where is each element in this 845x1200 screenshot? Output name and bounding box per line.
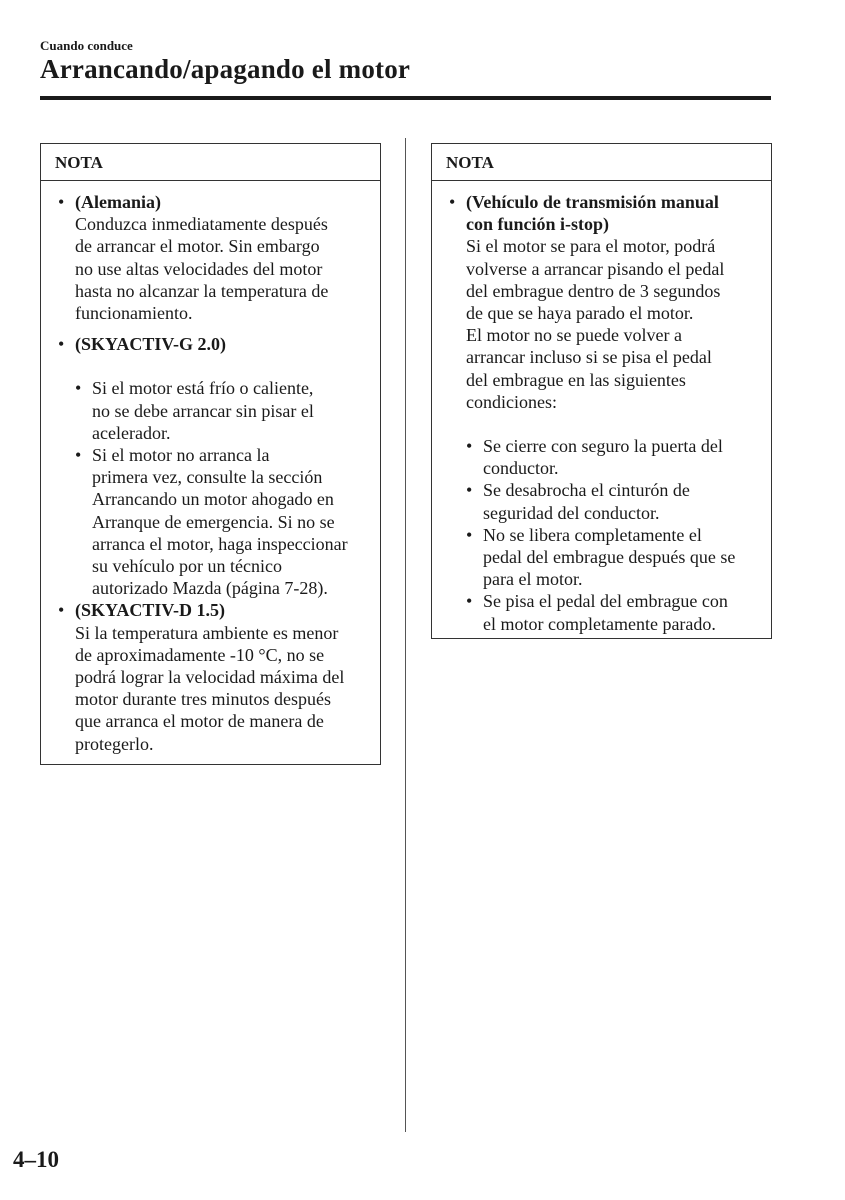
text-line: seguridad del conductor. xyxy=(483,502,660,523)
text-line: El motor no se puede volver a xyxy=(466,325,682,346)
item-title: (SKYACTIV-D 1.5) xyxy=(75,600,226,621)
text-line: de arrancar el motor. Sin embargo xyxy=(75,236,320,257)
text-line: protegerlo. xyxy=(75,733,154,754)
text-line: Arranque de emergencia. Si no se xyxy=(92,511,335,532)
note-box-right xyxy=(431,143,772,639)
text-line: autorizado Mazda (página 7-28). xyxy=(92,578,328,599)
text-line: que arranca el motor de manera de xyxy=(75,711,324,732)
bullet-icon: • xyxy=(466,591,473,612)
note-box-left xyxy=(40,143,381,765)
bullet-icon: • xyxy=(58,334,65,355)
item-title: (SKYACTIV-G 2.0) xyxy=(75,334,227,355)
sub-item xyxy=(466,435,763,479)
text-line: volverse a arrancar pisando el pedal xyxy=(466,258,725,279)
text-line: de aproximadamente -10 °C, no se xyxy=(75,644,325,665)
text-line: Conduzca inmediatamente después xyxy=(75,214,328,235)
text-line: pedal del embrague después que se xyxy=(483,547,736,568)
text-line: primera vez, consulte la sección xyxy=(92,467,323,488)
section-label: Cuando conduce xyxy=(40,38,133,53)
text-line: Si el motor no arranca la xyxy=(92,445,270,466)
note-item-skyactiv-g xyxy=(58,333,372,599)
item-title: con función i-stop) xyxy=(466,214,610,235)
note-item-skyactiv-d xyxy=(58,599,372,754)
text-line: del embrague dentro de 3 segundos xyxy=(466,280,721,301)
sub-item xyxy=(75,377,372,444)
text-line: no use altas velocidades del motor xyxy=(75,258,323,279)
text-line: no se debe arrancar sin pisar el xyxy=(92,400,314,421)
text-line: motor durante tres minutos después xyxy=(75,689,331,710)
note-body xyxy=(432,181,771,635)
bullet-icon: • xyxy=(466,524,473,545)
text-line: Se pisa el pedal del embrague con xyxy=(483,591,728,612)
sub-item xyxy=(466,524,763,591)
title-rule xyxy=(40,96,771,100)
text-line: arranca el motor, haga inspeccionar xyxy=(92,533,348,554)
bullet-icon: • xyxy=(58,192,65,212)
bullet-icon: • xyxy=(466,480,473,501)
text-line: para el motor. xyxy=(483,569,583,590)
text-line: podrá lograr la velocidad máxima del xyxy=(75,667,345,688)
bullet-icon: • xyxy=(75,378,82,399)
text-line: Arrancando un motor ahogado en xyxy=(92,489,334,510)
note-heading: NOTA xyxy=(41,144,380,181)
note-heading: NOTA xyxy=(432,144,771,181)
bullet-icon: • xyxy=(58,600,65,621)
text-line: hasta no alcanzar la temperatura de xyxy=(75,280,329,301)
column-divider xyxy=(405,138,406,1132)
bullet-icon: • xyxy=(466,436,473,457)
item-title: (Alemania) xyxy=(75,192,161,212)
note-item-i-stop xyxy=(449,191,763,635)
bullet-icon: • xyxy=(449,192,456,212)
sub-item xyxy=(466,590,763,634)
text-line: su vehículo por un técnico xyxy=(92,556,282,577)
text-line: Si el motor se para el motor, podrá xyxy=(466,236,716,257)
text-line: de que se haya parado el motor. xyxy=(466,303,694,324)
sub-item xyxy=(466,479,763,523)
note-body xyxy=(41,181,380,755)
page-number: 4–10 xyxy=(13,1147,59,1172)
text-line: condiciones: xyxy=(466,391,557,412)
text-line: No se libera completamente el xyxy=(483,524,702,545)
text-line: Si el motor está frío o caliente, xyxy=(92,378,314,399)
note-item-alemania xyxy=(58,191,372,324)
text-line: Se cierre con seguro la puerta del xyxy=(483,436,723,457)
item-title: (Vehículo de transmisión manual xyxy=(466,192,719,212)
text-line: Se desabrocha el cinturón de xyxy=(483,480,690,501)
bullet-icon: • xyxy=(75,445,82,466)
text-line: acelerador. xyxy=(92,422,171,443)
text-line: el motor completamente parado. xyxy=(483,613,716,634)
text-line: Si la temperatura ambiente es menor xyxy=(75,622,339,643)
text-line: arrancar incluso si se pisa el pedal xyxy=(466,347,712,368)
sub-item xyxy=(75,444,372,599)
text-line: del embrague en las siguientes xyxy=(466,369,686,390)
text-line: funcionamiento. xyxy=(75,303,193,324)
text-line: conductor. xyxy=(483,458,559,479)
page-title: Arrancando/apagando el motor xyxy=(40,54,411,84)
